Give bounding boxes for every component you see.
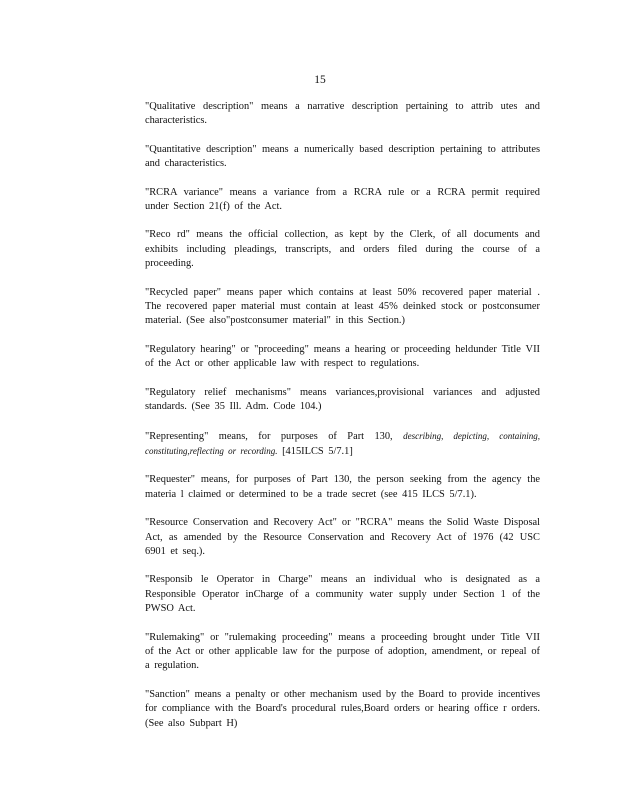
definitions-list (145, 100, 540, 745)
definition-quantitative-description: "Quantitative description" means a numerically based description pertaining to attributes and characteristics. (145, 143, 540, 170)
definition-regulatory-hearing: "Regulatory hearing" or "proceeding" means a hearing or proceeding heldunder Title VII of the Act or other applicable law with respect to regulations. (145, 343, 540, 370)
definition-recycled-paper: "Recycled paper" means paper which contains at least 50% recovered paper material . The recovered paper material must contain at least 45% deinked stock or postconsumer material. (See also"postconsumer material" in this Section.) (145, 286, 540, 327)
definition-sanction: "Sanction" means a penalty or other mechanism used by the Board to provide incentives for compliance with the Board's procedural rules,Board orders or hearing office r orders.(See also Subpart H) (145, 688, 540, 729)
definition-requester: "Requester" means, for purposes of Part 130, the person seeking from the agency the materia l claimed or determined to be a trade secret (see 415 ILCS 5/7.1). (145, 474, 540, 500)
definition-responsible-operator: "Responsib le Operator in Charge" means an individual who is designated as a Responsible Operator inCharge of a community water supply under Section 1 of the PWSO Act. (145, 574, 540, 615)
definition-representing-citation: [415ILCS 5/7.1] (282, 445, 353, 457)
definition-regulatory-relief-mechanisms: "Regulatory relief mechanisms" means variances,provisional variances and adjusted standards. (See 35 Ill. Adm. Code 104.) (145, 386, 540, 413)
definition-qualitative-description: "Qualitative description" means a narrative description pertaining to attrib utes and characteristics. (145, 101, 540, 127)
page-number: 15 (314, 74, 326, 86)
definition-rcra: "Resource Conservation and Recovery Act" or "RCRA" means the Solid Waste Disposal Act, as amended by the Resource Conservation and Recovery Act of 1976 (42 USC 6901 et seq.). (145, 517, 540, 557)
definition-record: "Reco rd" means the official collection, as kept by the Clerk, of all documents and exhibits including pleadings, transcripts, and orders filed during the course of a proceeding. (145, 229, 540, 270)
definition-rulemaking: "Rulemaking" or "rulemaking proceeding" means a proceeding brought under Title VII of the Act or other applicable law for the purpose of adoption, amendment, or repeal of a regulation. (145, 631, 540, 672)
definition-rcra-variance: "RCRA variance" means a variance from a RCRA rule or a RCRA permit required under Section 21(f) of the Act. (145, 186, 540, 213)
definition-representing (145, 429, 540, 460)
definition-representing-italic: describing, depicting, containing, constituting,reflecting or recording. (145, 430, 541, 456)
definition-representing-start: "Representing" means, for purposes of Part 130, (145, 430, 393, 442)
